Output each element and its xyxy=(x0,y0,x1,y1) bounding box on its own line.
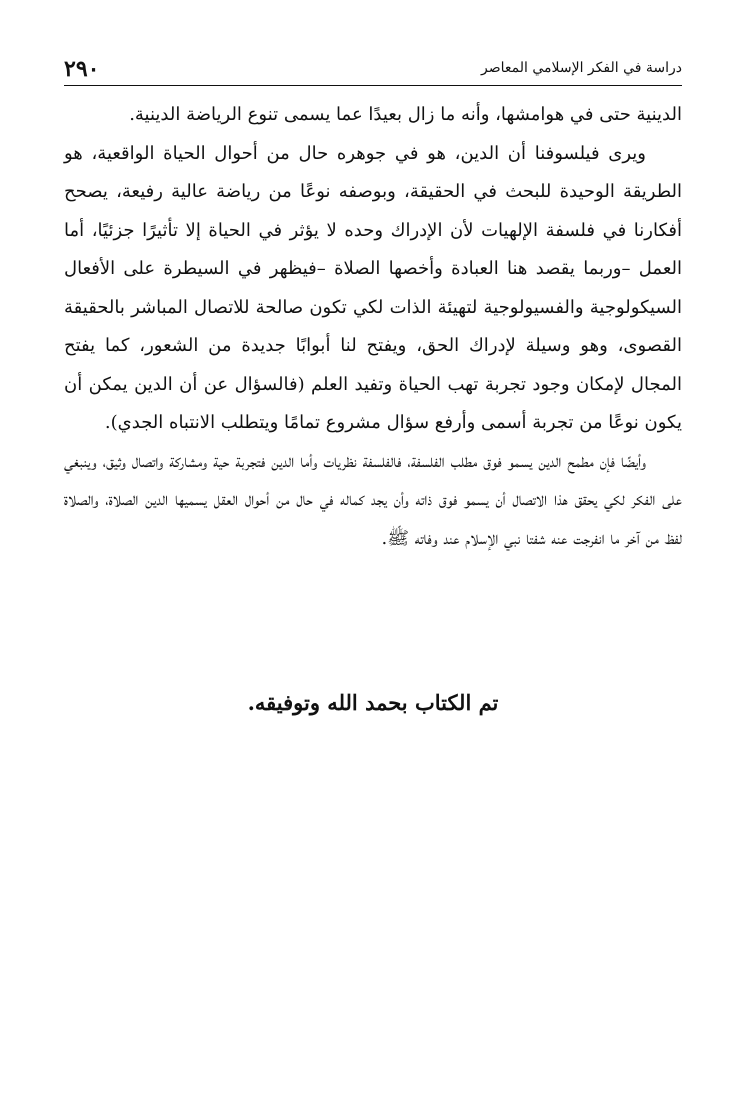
paragraph-2: ويرى فيلسوفنا أن الدين، هو في جوهره حال من أحوال الحياة الواقعية، هو الطريقة الوحيدة للبحث في الحقيقة، وبوصفه نوعًا من رياضة عالية رفيعة، يصحح أفكارنا في فلسفة الإلهيات لأن الإدراك وحده لا يؤثر في الحياة إلا تأثيرًا جزئيًا، أما العمل –وربما يقصد هنا العبادة وأخصها الصلاة –فيظهر في السيطرة على الأفعال السيكولوجية والفسيولوجية لتهيئة الذات لكي تكون صالحة للاتصال المباشر بالحقيقة القصوى، وهو وسيلة لإدراك الحق، ويفتح لنا أبوابًا جديدة من الشعور، كما يفتح المجال لإمكان وجود تجربة تهب الحياة وتفيد العلم (فالسؤال عن أن الدين يمكن أن يكون نوعًا من تجربة أسمى وأرفع سؤال مشروع تمامًا ويتطلب الانتباه الجدي). xyxy=(64,142,682,433)
paragraph-3: وأيضًا فإن مطمح الدين يسمو فوق مطلب الفلسفة، فالفلسفة نظريات وأما الدين فتجربة حية ومشاركة واتصال وثيق، وينبغي على الفكر لكي يحقق هذا الاتصال أن يسمو فوق ذاته وأن يجد كماله في حال من أحوال العقل يسميها الدين الصلاة، والصلاة لفظ من آخر ما انفرجت عنه شفتا نبي الإسلام عند وفاته ﷺ. xyxy=(64,450,682,549)
body-text xyxy=(64,96,682,558)
running-title: دراسة في الفكر الإسلامي المعاصر xyxy=(481,60,682,76)
colophon: تم الكتاب بحمد الله وتوفيقه. xyxy=(247,690,499,715)
page-header xyxy=(64,56,682,82)
header-rule xyxy=(64,85,682,86)
page-number: ٢٩٠ xyxy=(64,56,100,82)
paragraph-1: الدينية حتى في هوامشها، وأنه ما زال بعيدًا عما يسمى تنوع الرياضة الدينية. xyxy=(129,104,682,125)
